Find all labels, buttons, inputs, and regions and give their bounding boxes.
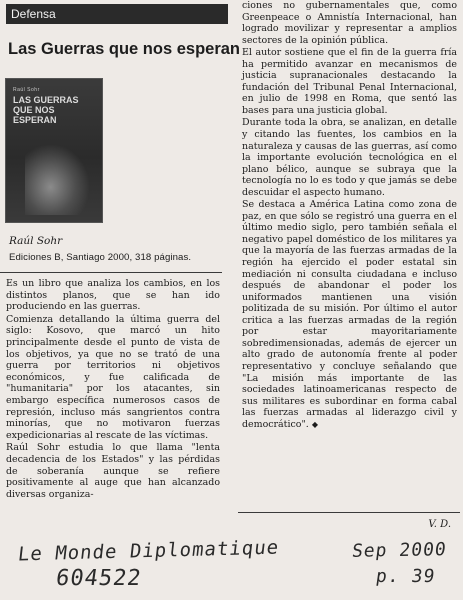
paragraph: El autor sostiene que el fin de la guerra fría ha permitido avanzar en mecanismos de justicia supranacionales destacando la fundación del Tribunal Penal Internacional, en julio de 1998 en Roma, que sentó las bases para una justicia global. [242, 47, 457, 116]
book-cover-image [5, 78, 103, 223]
left-column [6, 4, 241, 59]
publication-info: Ediciones B, Santiago 2000, 318 páginas. [9, 252, 192, 263]
handwritten-date: Sep 2000 [350, 539, 448, 562]
end-mark-icon: ◆ [311, 419, 318, 429]
cover-author: Raúl Sohr [13, 87, 40, 93]
paragraph-last [242, 199, 457, 430]
paragraph-text: Se destaca a América Latina como zona de paz, en que sólo se registró una guerra en el último medio siglo, pero también señala el negativo papel doméstico de los militares ya que la mayoría de las fuerzas armadas de la región ha ejercido el poder estatal sin mediación ni consulta ciudadana e incluso después de abandonar el poder los uniformados mantienen una visión politizada de su misión. Por último el autor critica a las fuerzas armadas de la región por estar mayoritariamente sobredimensionadas, además de ejercer un alto grado de autonomía frente al poder representativo y concluye señalando que "La misión más importante de las sociedades latinoamericanas respecto de sus militares es subordinar en forma cabal las fuerzas armadas al liderazgo civil y democrático". [242, 199, 457, 430]
paragraph: Es un libro que analiza los cambios, en los distintos planos, que se han ido produciendo en las guerras. [6, 278, 220, 313]
cover-artwork [25, 145, 89, 215]
handwritten-page: p. 39 [374, 566, 437, 587]
signature: V. D. [428, 519, 451, 530]
book-author: Raúl Sohr [9, 235, 63, 247]
divider [238, 512, 460, 513]
paragraph: ciones no gubernamentales que, como Greenpeace o Amnistía Internacional, han logrado movilizar y representar a amplios sectores de la opinión pública. [242, 0, 457, 46]
paragraph: Comienza detallando la última guerra del siglo: Kosovo, que marcó un hito principalmente desde el punto de vista de los objetivos, ya que no se trató de una guerra por territorios ni objetivos económicos, y fue calificada de "humanitaria" por los atacantes, sin embargo específica numerosos casos de represión, incluso más sangrientos contra minorías, que no motivaron fuerzas expedicionarias al rescate de las víctimas. [6, 313, 220, 441]
handwritten-source: Le Monde Diplomatique [16, 536, 281, 566]
paragraph: Durante toda la obra, se analizan, en detalle y citando las fuentes, los cambios en la naturaleza y causas de las guerras, así como la importante evolución tecnológica en el plano bélico, aunque se subraya que la tecnología no lo es todo y que jamás se debe descuidar el aspecto humano. [242, 117, 457, 198]
article-title: Las Guerras que nos esperan [8, 40, 241, 58]
section-label: Defensa [6, 4, 228, 24]
right-column [242, 0, 457, 430]
paragraph: Raúl Sohr estudia lo que llama "lenta decadencia de los Estados" y las pérdidas de soberanía aunque se refiere positivamente al auge que han alcanzado diversas organiza- [6, 442, 220, 500]
cover-title: LAS GUERRAS QUE NOS ESPERAN [13, 95, 79, 125]
handwritten-id: 604522 [54, 566, 144, 591]
left-body-text [6, 278, 220, 500]
divider [0, 272, 222, 273]
